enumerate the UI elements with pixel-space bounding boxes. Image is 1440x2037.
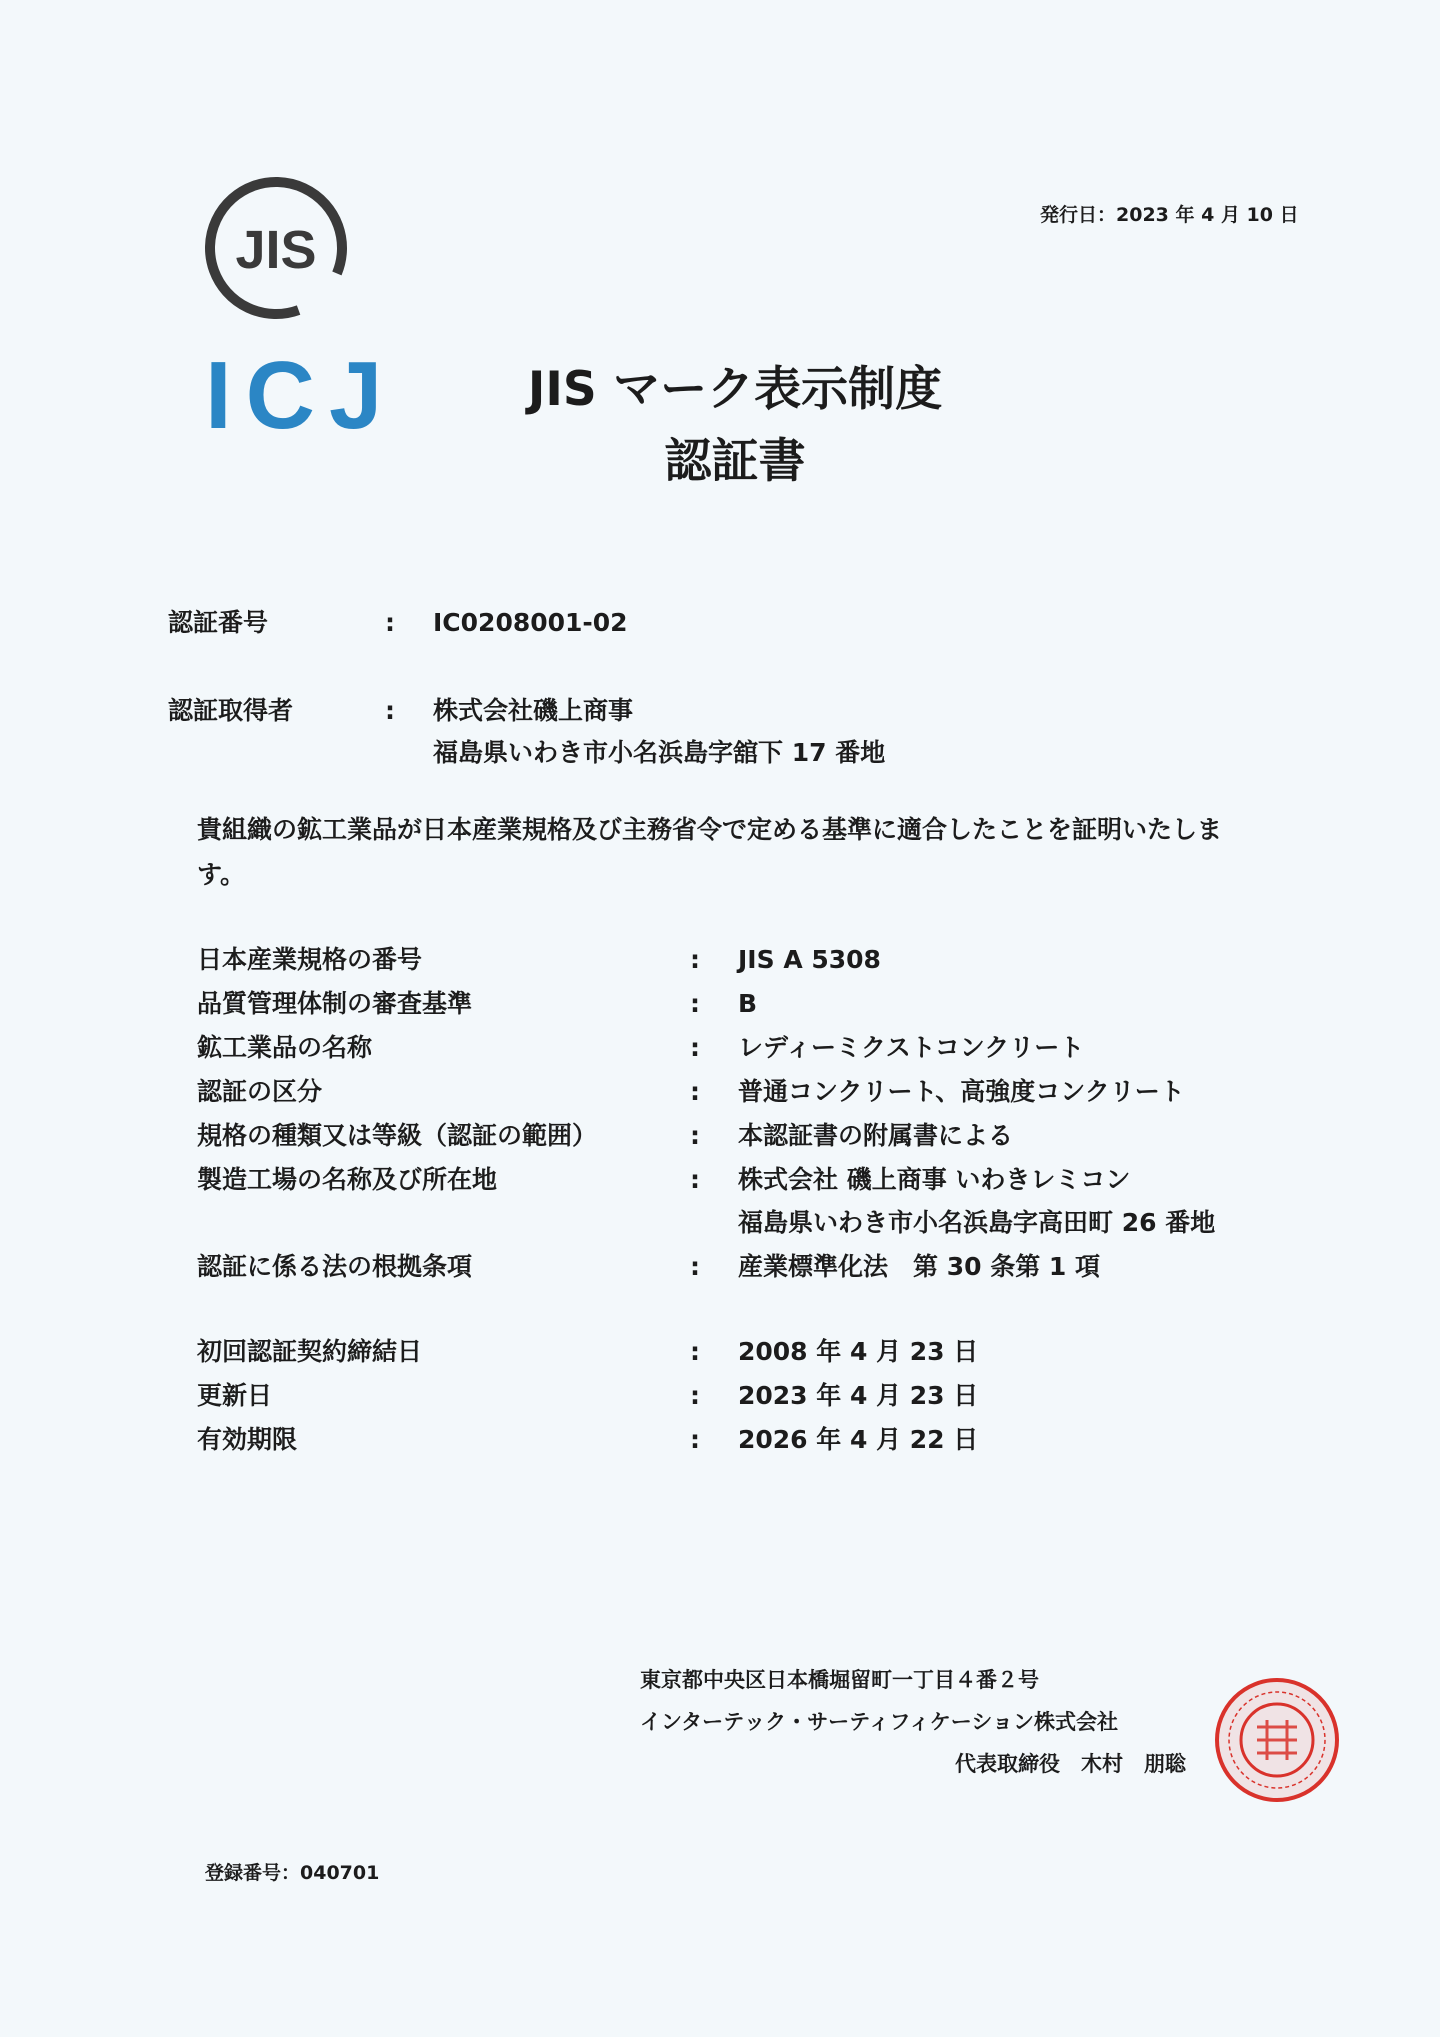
date-label: 有効期限: [197, 1425, 298, 1454]
certificate-number-label: 認証番号: [168, 608, 269, 637]
separator: :: [690, 1425, 700, 1454]
separator: :: [690, 1337, 700, 1366]
spec-label: 品質管理体制の審査基準: [197, 989, 473, 1018]
spec-label: 鉱工業品の名称: [197, 1033, 373, 1062]
jis-logo-text: JIS: [235, 220, 317, 280]
spec-value-address: 福島県いわき市小名浜島字高田町 26 番地: [738, 1208, 1216, 1237]
document-subtitle: 認証書: [664, 434, 806, 489]
separator: :: [690, 1165, 700, 1194]
spec-label: 日本産業規格の番号: [197, 945, 423, 974]
issue-date: 発行日：2023 年 4 月 10 日: [1040, 204, 1299, 226]
separator: :: [690, 1381, 700, 1410]
certificate-number: IC0208001-02: [433, 608, 628, 637]
spec-label: 認証の区分: [197, 1077, 323, 1106]
spec-label: 規格の種類又は等級（認証の範囲）: [197, 1121, 598, 1150]
spec-value: 普通コンクリート、高強度コンクリート: [738, 1077, 1185, 1106]
date-value: 2023 年 4 月 23 日: [738, 1381, 979, 1410]
registration-number: 登録番号：040701: [205, 1862, 380, 1884]
separator: :: [385, 696, 395, 725]
spec-value: レディーミクストコンクリート: [738, 1033, 1085, 1062]
jis-mark-logo: [200, 172, 352, 324]
spec-value: 株式会社 磯上商事 いわきレミコン: [738, 1165, 1131, 1194]
separator: :: [385, 608, 395, 637]
separator: :: [690, 1077, 700, 1106]
date-value: 2008 年 4 月 23 日: [738, 1337, 979, 1366]
date-label: 初回認証契約締結日: [197, 1337, 423, 1366]
certification-statement: 貴組織の鉱工業品が日本産業規格及び主務省令で定める基準に適合したことを証明いたします。: [197, 815, 1223, 889]
spec-label: 製造工場の名称及び所在地: [197, 1165, 498, 1194]
spec-value: 産業標準化法 第 30 条第 1 項: [738, 1252, 1101, 1281]
separator: :: [690, 1033, 700, 1062]
issuer-address: 東京都中央区日本橋堀留町一丁目４番２号: [640, 1668, 1039, 1692]
company-seal-stamp: [1212, 1675, 1342, 1805]
certificate-holder-label: 認証取得者: [168, 696, 294, 725]
issuer-representative: 代表取締役 木村 朋聡: [955, 1752, 1186, 1776]
certificate-holder-address: 福島県いわき市小名浜島字舘下 17 番地: [433, 738, 886, 767]
issuer-company: インターテック・サーティフィケーション株式会社: [640, 1710, 1118, 1734]
spec-label: 認証に係る法の根拠条項: [197, 1252, 473, 1281]
separator: :: [690, 1121, 700, 1150]
separator: :: [690, 1252, 700, 1281]
date-label: 更新日: [197, 1381, 273, 1410]
spec-value: JIS A 5308: [738, 945, 881, 974]
separator: :: [690, 989, 700, 1018]
date-value: 2026 年 4 月 22 日: [738, 1425, 979, 1454]
spec-value: 本認証書の附属書による: [738, 1121, 1014, 1150]
certificate-holder-name: 株式会社磯上商事: [433, 696, 634, 725]
spec-value: B: [738, 989, 758, 1018]
icj-logo: ICJ: [205, 342, 397, 449]
document-title: JIS マーク表示制度: [527, 362, 943, 417]
separator: :: [690, 945, 700, 974]
